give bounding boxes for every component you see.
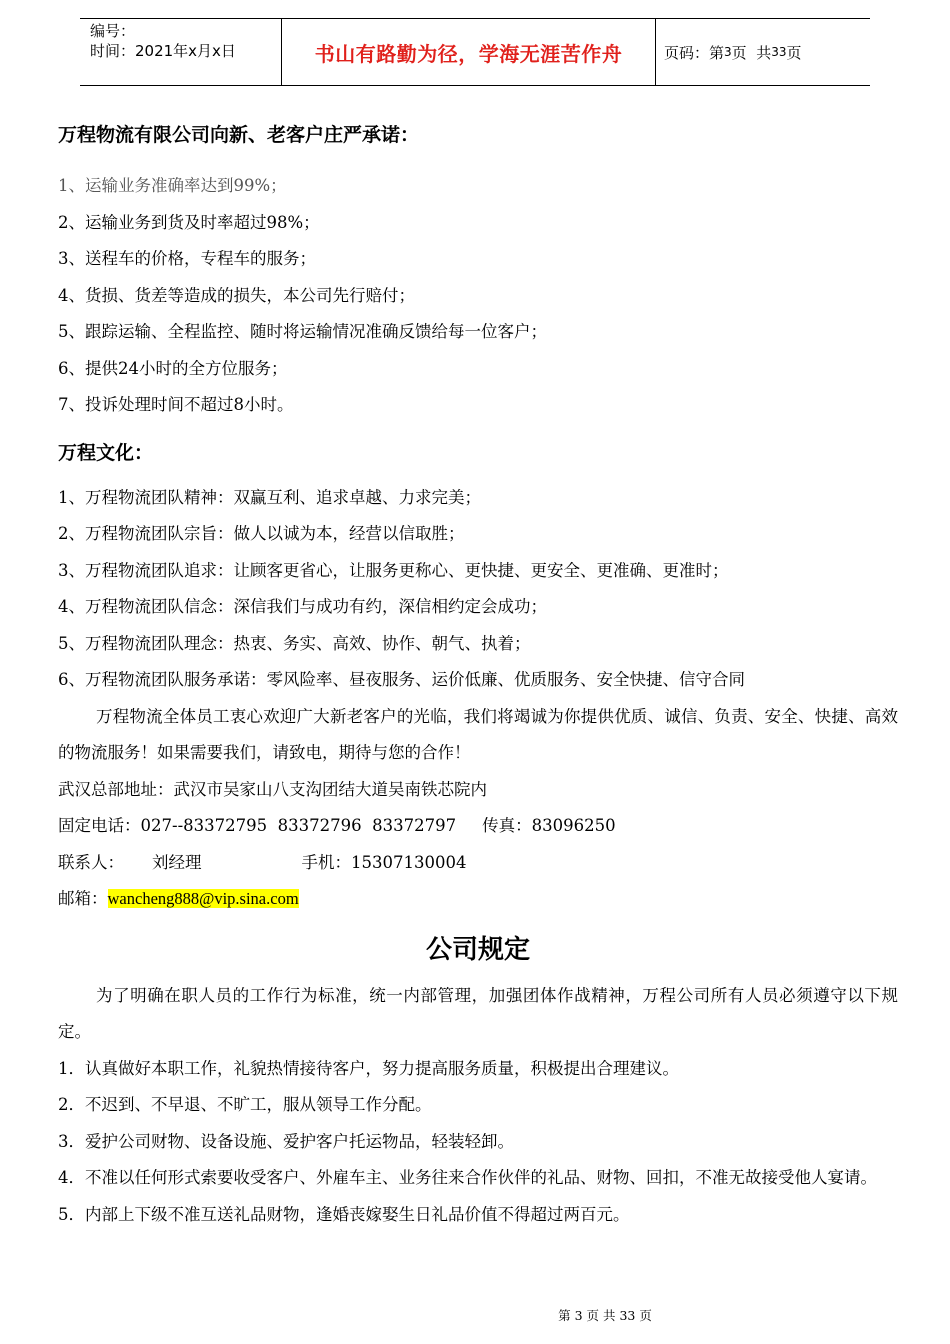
culture-item: 3、万程物流团队追求：让顾客更省心，让服务更称心、更快捷、更安全、更准确、更准时； (58, 560, 729, 580)
fax-value: 83096250 (531, 816, 616, 835)
header-page-mid: 页 共 (731, 43, 772, 62)
welcome-paragraph: 万程物流全体员工衷心欢迎广大新老客户的光临，我们将竭诚为你提供优质、诚信、负责、安全、快捷、高效的物流服务！如果需要我们，请致电，期待与您的合作！ (58, 706, 898, 762)
page-footer: 第 3 页 共 33 页 (558, 1308, 652, 1323)
header-time: 时间：2021年x月x日 (90, 42, 236, 60)
contact-phone-line (58, 808, 898, 845)
promise-item: 2、运输业务到货及时率超过98%； (58, 212, 320, 232)
culture-item: 1、万程物流团队精神：双赢互利、追求卓越、力求完美； (58, 487, 481, 507)
culture-item: 5、万程物流团队理念：热衷、务实、高效、协作、朝气、执着； (58, 633, 531, 653)
culture-item: 4、万程物流团队信念：深信我们与成功有约，深信相约定会成功； (58, 597, 547, 616)
mobile-value: 15307130004 (351, 852, 467, 872)
culture-item: 6、万程物流团队服务承诺：零风险率、昼夜服务、运价低廉、优质服务、安全快捷、信守合同 (58, 670, 745, 689)
header-page-total: 33 (771, 45, 787, 59)
promise-heading: 万程物流有限公司向新、老客户庄严承诺： (58, 124, 420, 146)
promise-item: 5、跟踪运输、全程监控、随时将运输情况准确反馈给每一位客户； (58, 322, 547, 341)
email-link[interactable]: wancheng888@vip.sina.com (107, 889, 299, 908)
header-page-suffix: 页 (786, 43, 802, 62)
culture-item: 2、万程物流团队宗旨：做人以诚为本，经营以信取胜； (58, 524, 465, 543)
promise-item: 6、提供24小时的全方位服务； (58, 358, 288, 378)
rule-item: 1．认真做好本职工作，礼貌热情接待客户，努力提高服务质量，积极提出合理建议。 (58, 1058, 679, 1078)
header-page-prefix: 页码：第 (664, 43, 725, 62)
person-value: 刘经理 (152, 852, 202, 872)
rule-item: 4．不准以任何形式索要收受客户、外雇车主、业务往来合作伙伴的礼品、财物、回扣，不准无故接受他人宴请。 (58, 1168, 877, 1187)
header-page-info (656, 19, 870, 85)
person-label: 联系人： (58, 852, 124, 872)
mobile-label: 手机： (301, 852, 351, 872)
rules-intro: 为了明确在职人员的工作行为标准，统一内部管理，加强团体作战精神，万程公司所有人员必须遵守以下规定。 (58, 985, 898, 1041)
contact-address: 武汉总部地址：武汉市吴家山八支沟团结大道吴南铁芯院内 (58, 779, 487, 799)
page-header (80, 18, 870, 86)
fax-label: 传真： (482, 816, 532, 835)
rule-item: 2．不迟到、不早退、不旷工，服从领导工作分配。 (58, 1095, 432, 1114)
promise-item: 4、货损、货差等造成的损失，本公司先行赔付； (58, 285, 415, 305)
document-body (58, 120, 898, 1233)
rule-item: 5．内部上下级不准互送礼品财物，逢婚丧嫁娶生日礼品价值不得超过两百元。 (58, 1204, 630, 1224)
header-number: 编号： (90, 22, 136, 40)
rule-item: 3．爱护公司财物、设备设施、爱护客户托运物品，轻装轻卸。 (58, 1131, 514, 1151)
promise-item: 7、投诉处理时间不超过8小时。 (58, 395, 294, 414)
email-label: 邮箱： (58, 889, 108, 908)
phone-value: 027--83372795 83372796 83372797 (140, 816, 457, 835)
rules-title: 公司规定 (425, 934, 530, 965)
promise-item: 1、运输业务准确率达到99%； (58, 176, 287, 195)
header-motto: 书山有路勤为径，学海无涯苦作舟 (282, 19, 656, 85)
header-page-num: 3 (724, 45, 732, 59)
contact-person-line (58, 845, 898, 882)
header-meta (80, 19, 282, 85)
culture-heading: 万程文化： (58, 441, 154, 464)
contact-email-line (58, 881, 898, 918)
phone-label: 固定电话： (58, 816, 141, 835)
promise-item: 3、送程车的价格，专程车的服务； (58, 249, 316, 268)
